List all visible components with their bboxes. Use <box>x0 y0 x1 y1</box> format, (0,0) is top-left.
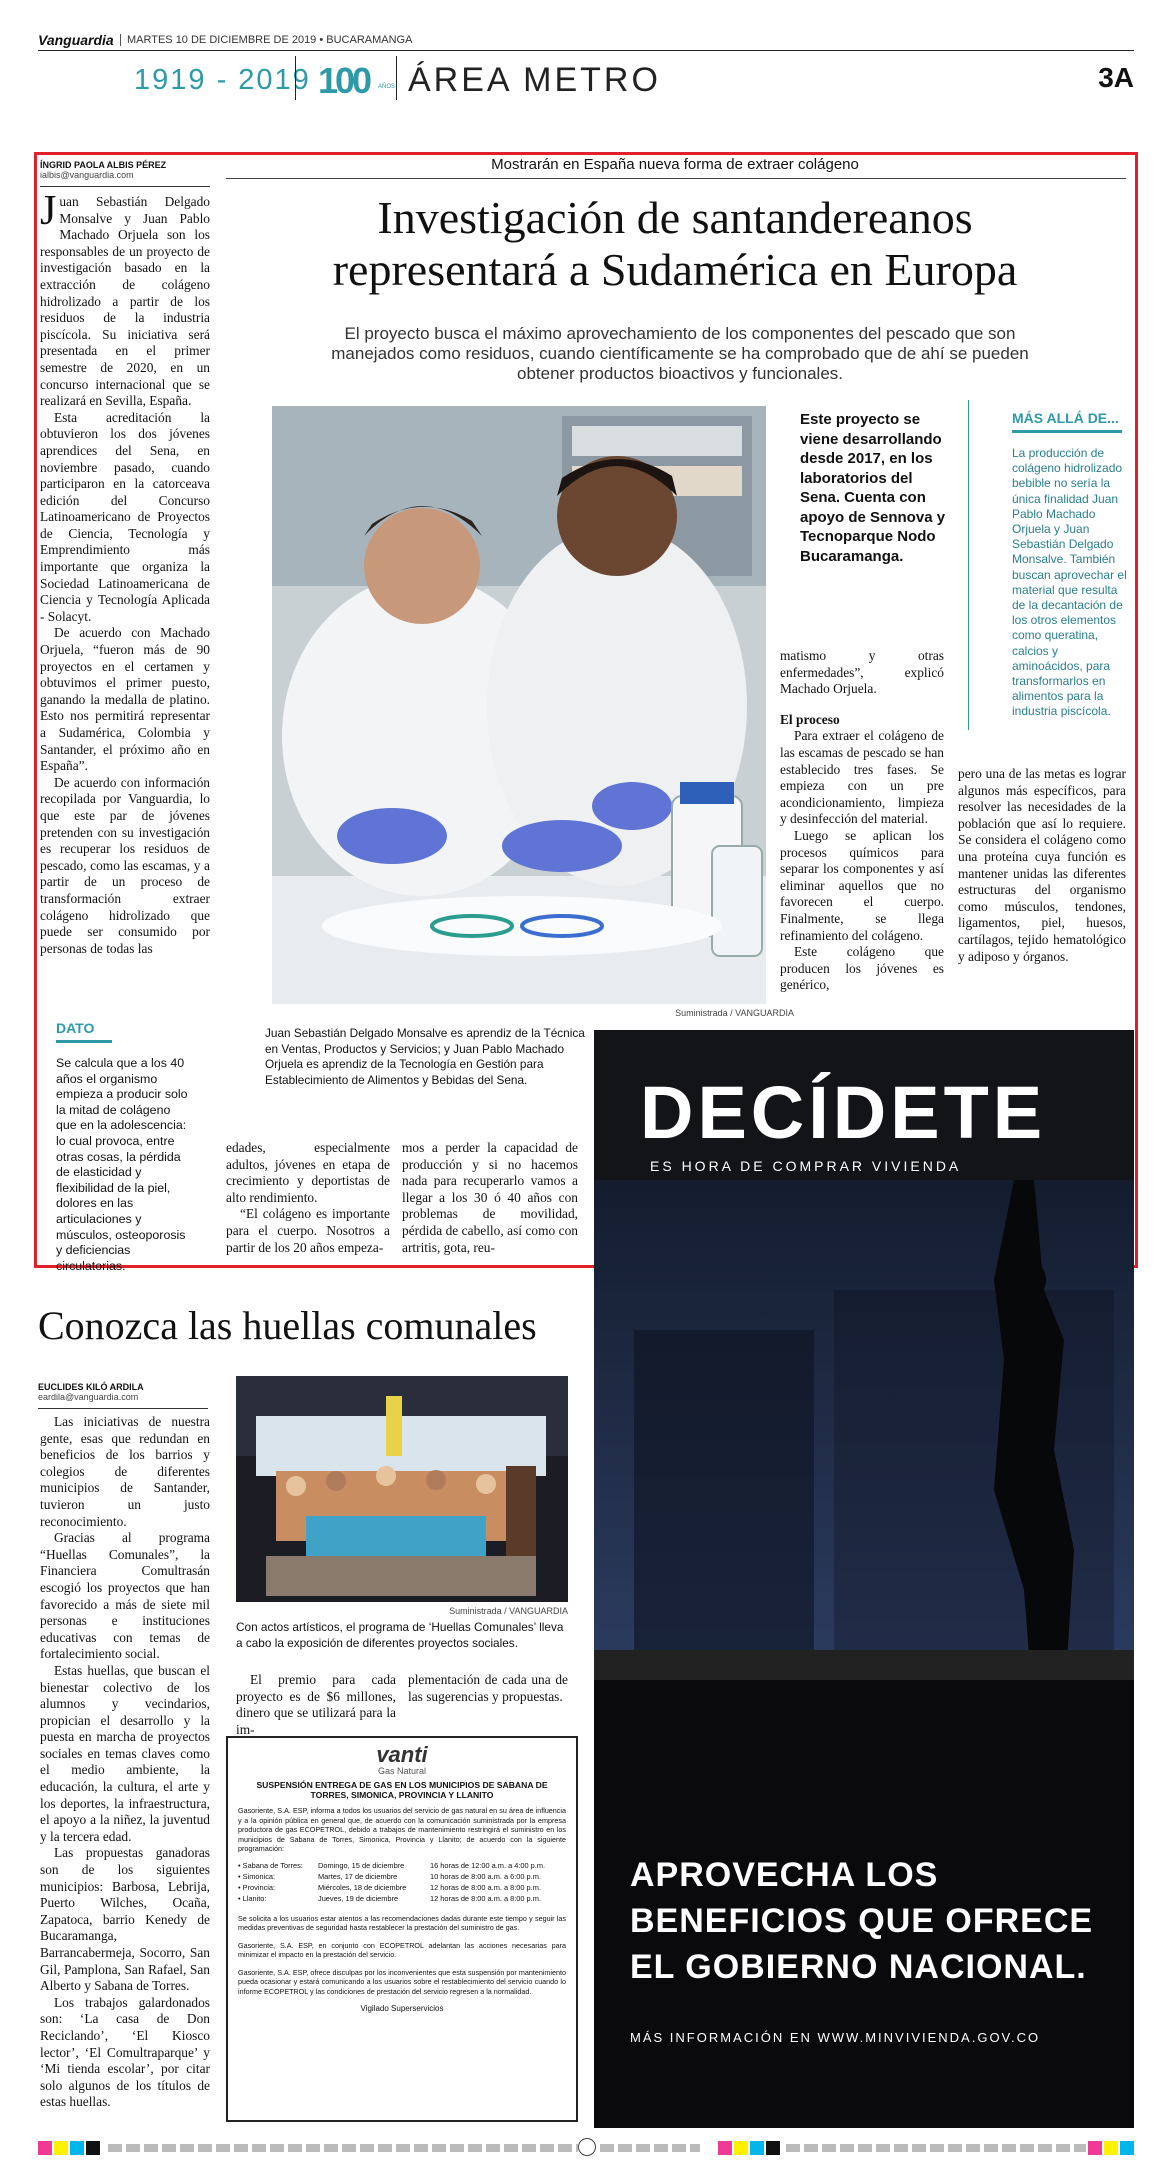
sidebar-text: La producción de colágeno hidrolizado bebible no sería la única finalidad Juan Pablo Machado Orjuela y Juan Sebastián Delgado Monsalve. También buscan aprovechar el material que resulta de la decantación de los otros elementos como queratina, calcios y aminoácidos, para transformarlos en alimentos para la industria piscícola. <box>1012 446 1127 719</box>
second-column-3: plementación de cada una de las sugerencias y propuestas. <box>408 1672 568 1704</box>
sidebar-rule <box>968 400 969 730</box>
ad-url: MÁS INFORMACIÓN EN WWW.MINVIVIENDA.GOV.CO <box>630 2030 1041 2045</box>
vanti-logo: vanti <box>376 1742 428 1767</box>
ad-subtitle: ES HORA DE COMPRAR VIVIENDA <box>650 1158 962 1174</box>
section-title: ÁREA METRO <box>408 61 661 99</box>
page-number: 3A <box>1098 62 1134 93</box>
print-registration-bar <box>38 2138 1134 2158</box>
headline: Investigación de santandereanos representará a Sudamérica en Europa <box>332 192 1018 295</box>
community-photo <box>236 1376 568 1602</box>
dato-title: DATO <box>56 1020 95 1036</box>
registration-mark-icon <box>578 2138 596 2156</box>
kicker: Mostrarán en España nueva forma de extraer colágeno <box>491 156 859 173</box>
article-column-3: pero una de las metas es lograr algunos más específicos, para resolver las necesidades de la población que así lo requiere. Se considera el colágeno como una proteína cuya función es mantener unidas las diferentes estructuras del organismo como músculos, tendones, ligamentos, piel, huesos, cartílagos, tejido hematológico y adiposo y órganos. <box>958 766 1126 964</box>
second-headline: Conozca las huellas comunales <box>38 1303 537 1348</box>
drop-cap: J <box>40 188 57 234</box>
subhead: El proceso <box>780 711 840 727</box>
brand-logo: Vanguardia <box>38 32 114 48</box>
sidebar-title: MÁS ALLÁ DE... <box>1012 410 1119 426</box>
article-column-2: matismo y otras enfermedades”, explicó Machado Orjuela. El proceso Para extraer el colágeno de las escamas de pescado se han establecido tres fases. Se empieza con un pre acondicionamiento, limpieza y desinfección del material. Luego se aplican los procesos químicos para separar los componentes y así eliminar aquellos que no favorecen el cuerpo. Finalmente, se llega refinamiento del colágeno. Este colágeno que producen los jóvenes es genérico, <box>780 648 944 993</box>
second-byline: EUCLIDES KILÓ ARDILA eardila@vanguardia.com <box>38 1382 144 1402</box>
vanti-schedule: • Sabana de Torres: Domingo, 15 de diciembre 16 horas de 12:00 a.m. a 4:00 p.m. • Simonica: Martes, 17 de diciembre 10 horas de 8:00 a.m. a 6:00 p.m. • Provincia: Miércoles, 18 de diciembre 12 horas de 8:00 a.m. a 8:00 p.m. • Llanito: Jueves, 19 de diciembre 12 horas de 8:00 a.m. a 8:00 p.m. <box>238 1860 546 1903</box>
lab-photo <box>272 406 766 1004</box>
photo-caption: Juan Sebastián Delgado Monsalve es aprendiz de la Técnica en Ventas, Productos y Servicios; y Juan Pablo Machado Orjuela es aprendiz de la Tecnología en Gestión para Establecimiento de Alimentos y Bebidas del Sena. <box>265 1026 585 1087</box>
vanti-notice: vanti Gas Natural SUSPENSIÓN ENTREGA DE GAS EN LOS MUNICIPIOS DE SABANA DE TORRES, SIMONICA, PROVINCIA Y LLANITO Gasoriente, S.A. ESP, informa a todos los usuarios del servicio de gas natural en su área de influencia y a la opinión pública en general que, de acuerdo con la comunicación suministrada por la empresa productora de gas ECOPETROL, debido a trabajos de mantenimiento restringirá el suministro en los municipios de Sabana de Torres, Simonica, Provincia y Llanito; de acuerdo con la siguiente programación: • Sabana de Torres: Domingo, 15 de diciembre 16 horas de 12:00 a.m. a 4:00 p.m. • Simonica: Martes, 17 de diciembre 10 horas de 8:00 a.m. a 6:00 p.m. • Provincia: Miércoles, 18 de diciembre 12 horas de 8:00 a.m. a 8:00 p.m. • Llanito: Jueves, 19 de diciembre 12 horas de 8:00 a.m. a 8:00 p.m. Se solicita a los usuarios estar atentos a las recomendaciones dadas durante este tiempo y seguir las medidas preventivas de seguridad hasta restablecer la prestación del suministro de gas. Gasoriente, S.A. ESP, en conjunto con ECOPETROL adelantan las acciones necesarias para minimizar el impacto en la prestación del servicio. Gasoriente, S.A. ESP, ofrece disculpas por los inconvenientes que esta suspensión por mantenimiento pueda ocasionar y estará comunicando a los usuarios sobre el restablecimiento del servicio cuando lo informe ECOPETROL y las condiciones de prestación del servicio regresen a la normalidad. Vigilado Superservicios <box>226 1736 578 2122</box>
superservicios-seal: Vigilado Superservicios <box>360 2004 444 2013</box>
dato-text: Se calcula que a los 40 años el organismo empieza a producir solo la mitad de colágeno que en la adolescencia: lo cual provoca, entre otras cosas, la pérdida de elasticidad y flexibilidad de la piel, dolores en las articulaciones y músculos, osteoporosis y deficiencias circulatorias. <box>56 1056 188 1273</box>
masthead: Vanguardia MARTES 10 DE DICIEMBRE DE 2019 • BUCARAMANGA 1919 - 2019 100 AÑOS ÁREA METRO 3A <box>38 32 1134 101</box>
years-label: 1919 - 2019 <box>134 64 311 96</box>
article-column-lower-2: mos a perder la capacidad de producción y si no hacemos nada para recuperarlo vamos a llegar a los 30 ó 40 años con problemas de movilidad, pérdida de cabello, así como con artritis, gota, reu- <box>402 1140 578 1255</box>
deck: El proyecto busca el máximo aprovechamiento de los componentes del pescado que son manejados como residuos, cuando científicamente se ha comprobado que de ahí se pueden obtener productos bioactivos y funcionales. <box>331 324 1029 383</box>
article-column-lower-1: edades, especialmente adultos, jóvenes en etapa de crecimiento y deportistas de alto rendimiento. “El colágeno es importante para el cuerpo. Nosotros a partir de los 20 años empeza- <box>226 1140 390 1255</box>
second-photo-credit: Suministrada / VANGUARDIA <box>449 1606 568 1616</box>
second-column-2: El premio para cada proyecto es de $6 millones, dinero que se utilizará para la im- <box>236 1672 396 1737</box>
second-column-1: Las iniciativas de nuestra gente, esas que redundan en beneficios de los barrios y colegios de diferentes municipios de Santander, tuvieron un justo reconocimiento. Gracias al programa “Huellas Comunales”, la Financiera Comultrasán escogió los proyectos que han favorecido a más de siete mil personas e instituciones educativas con temas de fortalecimiento social. Estas huellas, que buscan el bienestar colectivo de los alumnos y vecindarios, propician el desarrollo y la puesta en marcha de proyectos sociales en temas claves como el medio ambiente, la educación, la cultura, el arte y los deportes, la infraestructura, el apoyo a la niñez, la juventud y la tercera edad. Las propuestas ganadoras son de los siguientes municipios: Barbosa, Lebrija, Puerto Wilches, Ocaña, Zapatoca, barrio Kenedy de Bucaramanga, Barrancabermeja, Socorro, San Gil, Pamplona, San Rafael, San Alberto y Sabana de Torres. Los trabajos galardonados son: ‘La casa de Don Reciclando’, ‘El Kiosco lector’, ‘El Comultraparque’ y ‘Mi tienda escolar’, por citar solo algunos de los títulos de estas huellas. <box>40 1414 210 2110</box>
article-column-1: Juan Sebastián Delgado Monsalve y Juan Pablo Machado Orjuela son los responsables de un proyecto de investigación basado en la extracción de colágeno hidrolizado a partir de los residuos de la industria piscícola. Su iniciativa será presentada en el primer semestre de 2020, en un concurso internacional que se realizará en Sevilla, España. Esta acreditación la obtuvieron los dos jóvenes aprendices del Sena, en noviembre pasado, cuando participaron en la catorceava edición del Concurso Latinoamericano de Proyectos de Ciencia, Tecnología y Emprendimiento más importante que organiza la Sociedad Latinoamericana de Ciencia y Tecnología Aplicada - Solacyt. De acuerdo con Machado Orjuela, “fueron más de 90 proyectos en el certamen y obtuvimos el primer puesto, ganando la medalla de platino. Esto nos permitirá representar a Sudamérica, Colombia y Santander, el próximo año en España”. De acuerdo con información recopilada por Vanguardia, lo que este par de jóvenes pretenden con su investigación es recuperar los residuos de pescado, como las escamas, y a partir de un proceso de transformación extraer colágeno hidrolizado que puede ser consumido por personas de todas las <box>40 188 210 956</box>
byline: ÍNGRID PAOLA ALBIS PÉREZ ialbis@vanguardia.com <box>40 160 167 180</box>
ad-slogan: APROVECHA LOS BENEFICIOS QUE OFRECE EL GOBIERNO NACIONAL. <box>630 1856 1094 1986</box>
date-line: MARTES 10 DE DICIEMBRE DE 2019 • BUCARAMANGA <box>120 34 412 46</box>
second-photo-caption: Con actos artísticos, el programa de ‘Huellas Comunales’ lleva a cabo la exposición de diferentes proyectos sociales. <box>236 1620 564 1650</box>
housing-ad <box>594 1030 1134 2128</box>
anniversary-logo: 100 <box>318 60 370 101</box>
photo-credit: Suministrada / VANGUARDIA <box>675 1008 794 1018</box>
vanti-title: SUSPENSIÓN ENTREGA DE GAS EN LOS MUNICIPIOS DE SABANA DE TORRES, SIMONICA, PROVINCIA Y LLANITO <box>256 1780 548 1800</box>
ad-title: DECÍDETE <box>640 1071 1047 1154</box>
pull-quote: Este proyecto se viene desarrollando desde 2017, en los laboratorios del Sena. Cuenta con apoyo de Sennova y Tecnoparque Nodo Bucaramanga. <box>800 411 946 565</box>
